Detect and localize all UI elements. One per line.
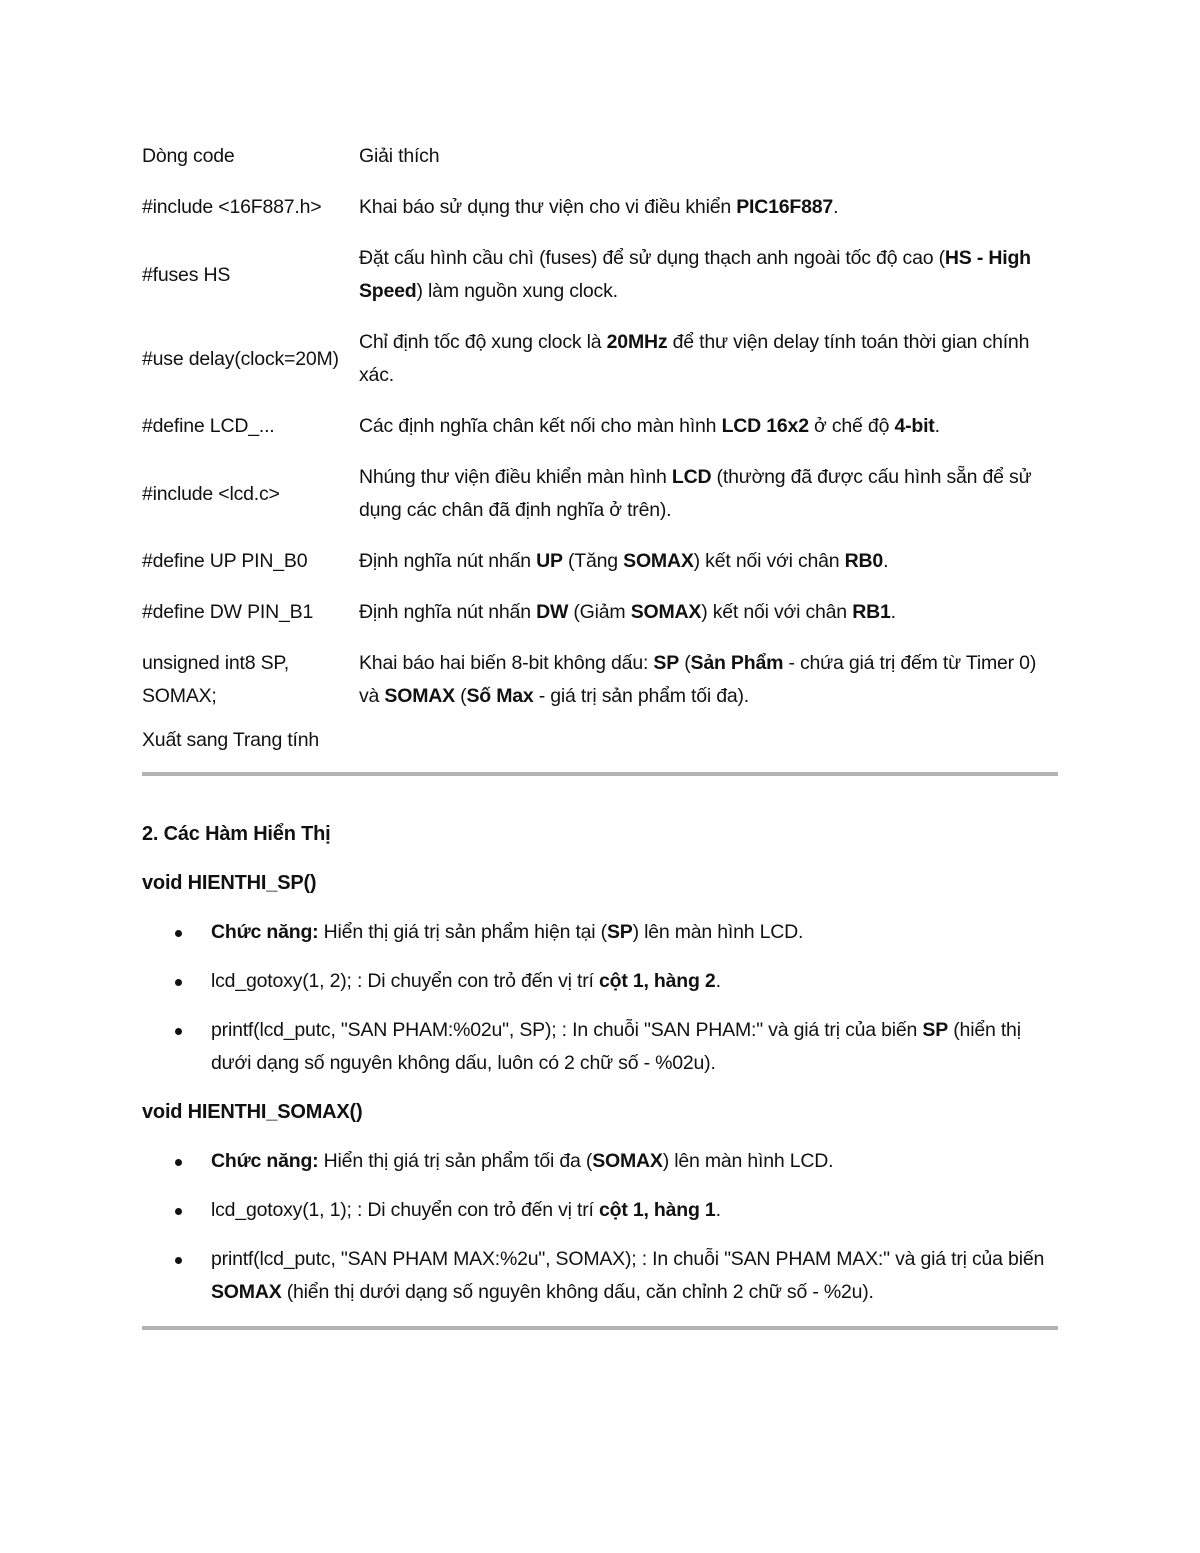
bullet-icon bbox=[175, 979, 182, 986]
code-cell: #use delay(clock=20M) bbox=[142, 347, 339, 370]
code-cell: unsigned int8 SP, SOMAX; bbox=[142, 652, 289, 707]
table-header-row bbox=[142, 140, 1058, 182]
list-item-text bbox=[211, 970, 721, 992]
list-item-text bbox=[211, 1248, 1044, 1303]
bold-text-segment: SP bbox=[606, 921, 633, 943]
header-code: Dòng code bbox=[142, 145, 235, 167]
bullet-icon bbox=[175, 1208, 182, 1215]
function-bullet-list bbox=[142, 916, 1058, 1080]
text-segment: printf(lcd_putc, "SAN PHAM MAX:%2u", SOMAX); : In chuỗi "SAN PHAM MAX:" và giá trị của biến bbox=[211, 1248, 1045, 1270]
bold-text-segment: RB1 bbox=[852, 601, 891, 623]
text-segment: ở chế độ bbox=[808, 415, 895, 437]
code-cell: #include <lcd.c> bbox=[142, 482, 280, 505]
bold-text-segment: SOMAX bbox=[630, 601, 702, 623]
section-heading: 2. Các Hàm Hiển Thị bbox=[142, 823, 331, 845]
text-segment: Đặt cấu hình cầu chì (fuses) để sử dụng thạch anh ngoài tốc độ cao ( bbox=[359, 247, 945, 269]
text-segment: Khai báo sử dụng thư viện cho vi điều khiển bbox=[359, 196, 737, 218]
text-segment: Định nghĩa nút nhấn bbox=[359, 550, 537, 572]
bold-text-segment: cột 1, hàng 1 bbox=[598, 1199, 716, 1221]
text-segment: (hiển thị dưới dạng số nguyên không dấu, luôn có 2 chữ số - %02u). bbox=[211, 1019, 1021, 1074]
bold-text-segment: HS - High Speed bbox=[359, 247, 1031, 302]
bold-text-segment: DW bbox=[536, 601, 569, 623]
text-segment: lcd_gotoxy(1, 1); : Di chuyển con trỏ đến vị trí bbox=[211, 1199, 599, 1221]
code-cell: #fuses HS bbox=[142, 263, 231, 286]
explain-cell bbox=[359, 233, 1058, 317]
text-segment: ( bbox=[454, 685, 467, 707]
bold-text-segment: 20MHz bbox=[606, 331, 668, 353]
horizontal-divider bbox=[142, 772, 1058, 776]
table-row bbox=[142, 587, 1058, 638]
list-item-text bbox=[211, 921, 803, 943]
bold-text-segment: SP bbox=[922, 1019, 949, 1041]
function-bullet-list bbox=[142, 1145, 1058, 1309]
text-segment: lcd_gotoxy(1, 2); : Di chuyển con trỏ đến vị trí bbox=[211, 970, 599, 992]
explain-cell bbox=[359, 452, 1058, 536]
bullet-icon bbox=[175, 1159, 182, 1166]
text-segment: . bbox=[883, 550, 889, 572]
text-segment: Định nghĩa nút nhấn bbox=[359, 601, 537, 623]
bold-text-segment: Chức năng: bbox=[211, 921, 319, 943]
text-segment: ) làm nguồn xung clock. bbox=[416, 280, 618, 302]
table-row bbox=[142, 233, 1058, 317]
code-cell: #define UP PIN_B0 bbox=[142, 550, 308, 572]
explain-cell bbox=[359, 182, 1058, 233]
list-item bbox=[142, 916, 1058, 949]
text-segment: Hiển thị giá trị sản phẩm hiện tại ( bbox=[318, 921, 607, 943]
text-segment: Khai báo hai biến 8-bit không dấu: bbox=[359, 652, 654, 674]
list-item bbox=[142, 1014, 1058, 1080]
code-cell: #define DW PIN_B1 bbox=[142, 601, 314, 623]
list-item bbox=[142, 965, 1058, 998]
table-row bbox=[142, 182, 1058, 233]
function-heading: void HIENTHI_SOMAX() bbox=[142, 1101, 363, 1123]
code-cell: #include <16F887.h> bbox=[142, 196, 322, 218]
list-item-text bbox=[211, 1199, 721, 1221]
header-explain: Giải thích bbox=[359, 145, 440, 167]
explain-cell bbox=[359, 638, 1058, 722]
text-segment: Chỉ định tốc độ xung clock là bbox=[359, 331, 607, 353]
text-segment: - giá trị sản phẩm tối đa). bbox=[533, 685, 750, 707]
text-segment: (Tăng bbox=[562, 550, 624, 572]
explain-cell bbox=[359, 536, 1058, 587]
bold-text-segment: 4-bit bbox=[894, 415, 935, 437]
table-row bbox=[142, 536, 1058, 587]
text-segment: printf(lcd_putc, "SAN PHAM:%02u", SP); : In chuỗi "SAN PHAM:" và giá trị của biến bbox=[211, 1019, 923, 1041]
bold-text-segment: LCD 16x2 bbox=[721, 415, 809, 437]
table-row bbox=[142, 452, 1058, 536]
table-row bbox=[142, 317, 1058, 401]
bold-text-segment: SOMAX bbox=[211, 1281, 282, 1303]
text-segment: . bbox=[890, 601, 896, 623]
document-page bbox=[142, 140, 1058, 1330]
function-heading: void HIENTHI_SP() bbox=[142, 872, 317, 894]
list-item-text bbox=[211, 1150, 833, 1172]
list-item-text bbox=[211, 1019, 1021, 1074]
bold-text-segment: SOMAX bbox=[592, 1150, 663, 1172]
text-segment: (Giảm bbox=[568, 601, 631, 623]
bold-text-segment: PIC16F887 bbox=[736, 196, 834, 218]
bullet-icon bbox=[175, 1257, 182, 1264]
explain-cell bbox=[359, 317, 1058, 401]
text-segment: Các định nghĩa chân kết nối cho màn hình bbox=[359, 415, 722, 437]
text-segment: . bbox=[934, 415, 940, 437]
table-body bbox=[142, 140, 1058, 722]
text-segment: - chứa giá trị đếm từ Timer 0) và bbox=[359, 652, 1037, 707]
text-segment: . bbox=[715, 970, 721, 992]
bold-text-segment: SP bbox=[653, 652, 680, 674]
bold-text-segment: UP bbox=[536, 550, 563, 572]
text-segment: ) kết nối với chân bbox=[693, 550, 845, 572]
text-segment: (thường đã được cấu hình sẵn để sử dụng các chân đã định nghĩa ở trên). bbox=[359, 466, 1032, 521]
list-item bbox=[142, 1243, 1058, 1309]
bold-text-segment: Sản Phẩm bbox=[690, 652, 784, 674]
code-cell: #define LCD_... bbox=[142, 415, 275, 437]
text-segment: . bbox=[715, 1199, 721, 1221]
bold-text-segment: Chức năng: bbox=[211, 1150, 319, 1172]
bold-text-segment: SOMAX bbox=[623, 550, 694, 572]
text-segment: ) lên màn hình LCD. bbox=[662, 1150, 834, 1172]
text-segment: ) lên màn hình LCD. bbox=[632, 921, 804, 943]
bullet-icon bbox=[175, 1028, 182, 1035]
list-item bbox=[142, 1194, 1058, 1227]
bold-text-segment: RB0 bbox=[844, 550, 884, 572]
bold-text-segment: SOMAX bbox=[384, 685, 455, 707]
explain-cell bbox=[359, 401, 1058, 452]
code-explanation-table bbox=[142, 140, 1058, 722]
horizontal-divider bbox=[142, 1326, 1058, 1330]
text-segment: . bbox=[833, 196, 839, 218]
table-row bbox=[142, 401, 1058, 452]
text-segment: (hiển thị dưới dạng số nguyên không dấu, căn chỉnh 2 chữ số - %2u). bbox=[281, 1281, 874, 1303]
table-row bbox=[142, 638, 1058, 722]
text-segment: Nhúng thư viện điều khiển màn hình bbox=[359, 466, 672, 488]
list-item bbox=[142, 1145, 1058, 1178]
text-segment: ( bbox=[679, 652, 691, 674]
bold-text-segment: LCD bbox=[671, 466, 712, 488]
export-to-sheets-link[interactable]: Xuất sang Trang tính bbox=[142, 729, 320, 751]
bullet-icon bbox=[175, 930, 182, 937]
text-segment: để thư viện delay tính toán thời gian chính xác. bbox=[359, 331, 1030, 386]
bold-text-segment: cột 1, hàng 2 bbox=[598, 970, 716, 992]
explain-cell bbox=[359, 587, 1058, 638]
bold-text-segment: Số Max bbox=[466, 685, 534, 707]
text-segment: Hiển thị giá trị sản phẩm tối đa ( bbox=[318, 1150, 593, 1172]
text-segment: ) kết nối với chân bbox=[701, 601, 853, 623]
